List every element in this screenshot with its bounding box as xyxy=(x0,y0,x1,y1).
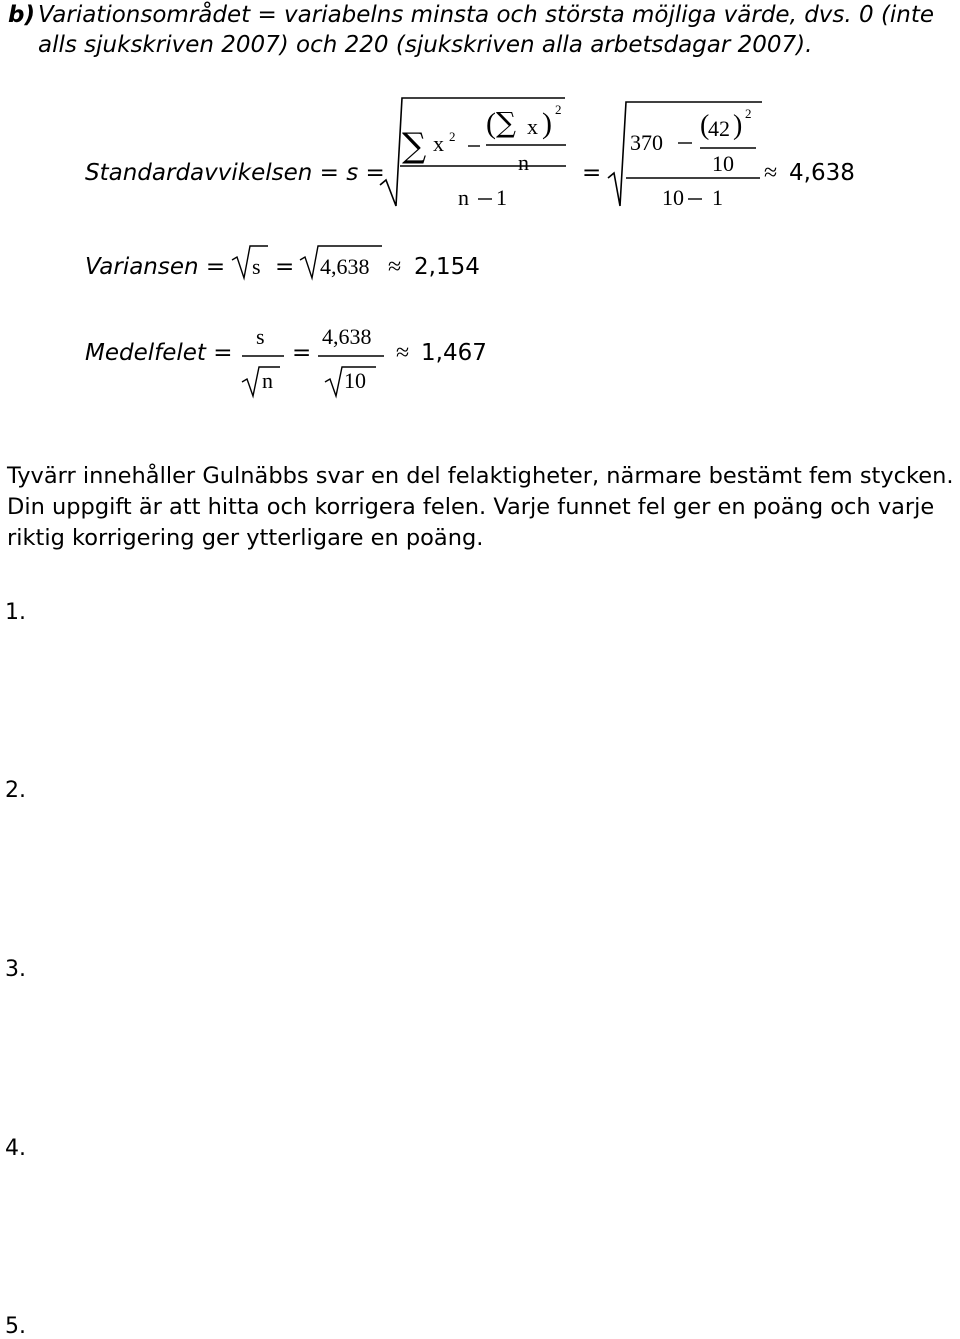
left-paren-right: ( xyxy=(700,110,710,141)
variance-equals: = xyxy=(275,254,295,280)
answer-item-3: 3. xyxy=(5,957,26,982)
se-numerator-value: 4,638 xyxy=(322,324,372,349)
equals-sign: = xyxy=(582,160,602,186)
answer-item-4: 4. xyxy=(5,1136,26,1161)
answer-item-1: 1. xyxy=(5,600,26,625)
se-approx: ≈ xyxy=(396,340,410,366)
denominator-n: n xyxy=(458,185,469,210)
std-result: 4,638 xyxy=(789,160,855,186)
variance-label: Variansen = xyxy=(85,254,226,280)
value-370: 370 xyxy=(630,130,663,155)
std-label: Standardavvikelsen = s = xyxy=(85,160,385,186)
se-numerator-s: s xyxy=(256,324,265,349)
inner-denominator-n: n xyxy=(518,150,529,175)
se-denominator-ten: 10 xyxy=(344,368,366,393)
answer-item-2: 2. xyxy=(5,778,26,803)
square-exponent-right: 2 xyxy=(745,106,752,121)
instruction-line-2: Din uppgift är att hitta och korrigera felen. Varje funnet fel ger en poäng och varje xyxy=(7,494,935,520)
se-equals: = xyxy=(292,340,312,366)
right-paren-right: ) xyxy=(733,110,743,141)
denominator-one: 1 xyxy=(496,185,507,210)
item-marker: b) xyxy=(8,2,35,28)
right-paren: ) xyxy=(542,107,552,140)
se-label: Medelfelet = xyxy=(85,340,233,366)
intro-text-1: Variationsområdet = variabelns minsta och största möjliga värde, dvs. 0 (inte xyxy=(38,2,935,28)
value-42: 42 xyxy=(708,116,730,141)
intro-line-2: alls sjukskriven 2007) och 220 (sjukskriven alla arbetsdagar 2007). xyxy=(38,32,813,58)
answer-item-5: 5. xyxy=(5,1314,26,1339)
se-result: 1,467 xyxy=(421,340,487,366)
left-paren: ( xyxy=(486,107,496,140)
approx-sign: ≈ xyxy=(764,160,778,186)
sum-variable: x xyxy=(433,131,444,156)
se-denominator-n: n xyxy=(262,368,273,393)
square-exponent: 2 xyxy=(449,129,456,144)
instruction-line-1: Tyvärr innehåller Gulnäbbs svar en del felaktigheter, närmare bestämt fem stycken. xyxy=(7,463,954,489)
se-radical-n xyxy=(242,367,280,396)
std-formula-graphics xyxy=(0,0,960,240)
value-1-denominator: 1 xyxy=(712,185,723,210)
radical-s xyxy=(232,246,268,278)
sum-symbol-outer: ∑ xyxy=(402,126,427,166)
variance-approx: ≈ xyxy=(388,254,402,280)
value-10-denominator: 10 xyxy=(662,185,684,210)
variance-result: 2,154 xyxy=(414,254,480,280)
inner-square-exponent: 2 xyxy=(555,102,562,117)
variance-value: 4,638 xyxy=(320,254,370,279)
value-10-inner: 10 xyxy=(712,151,734,176)
inner-sum-variable: x xyxy=(527,114,538,139)
sum-symbol-inner: ∑ xyxy=(496,106,516,139)
instruction-line-3: riktig korrigering ger ytterligare en poäng. xyxy=(7,525,484,551)
variance-s: s xyxy=(252,254,261,279)
